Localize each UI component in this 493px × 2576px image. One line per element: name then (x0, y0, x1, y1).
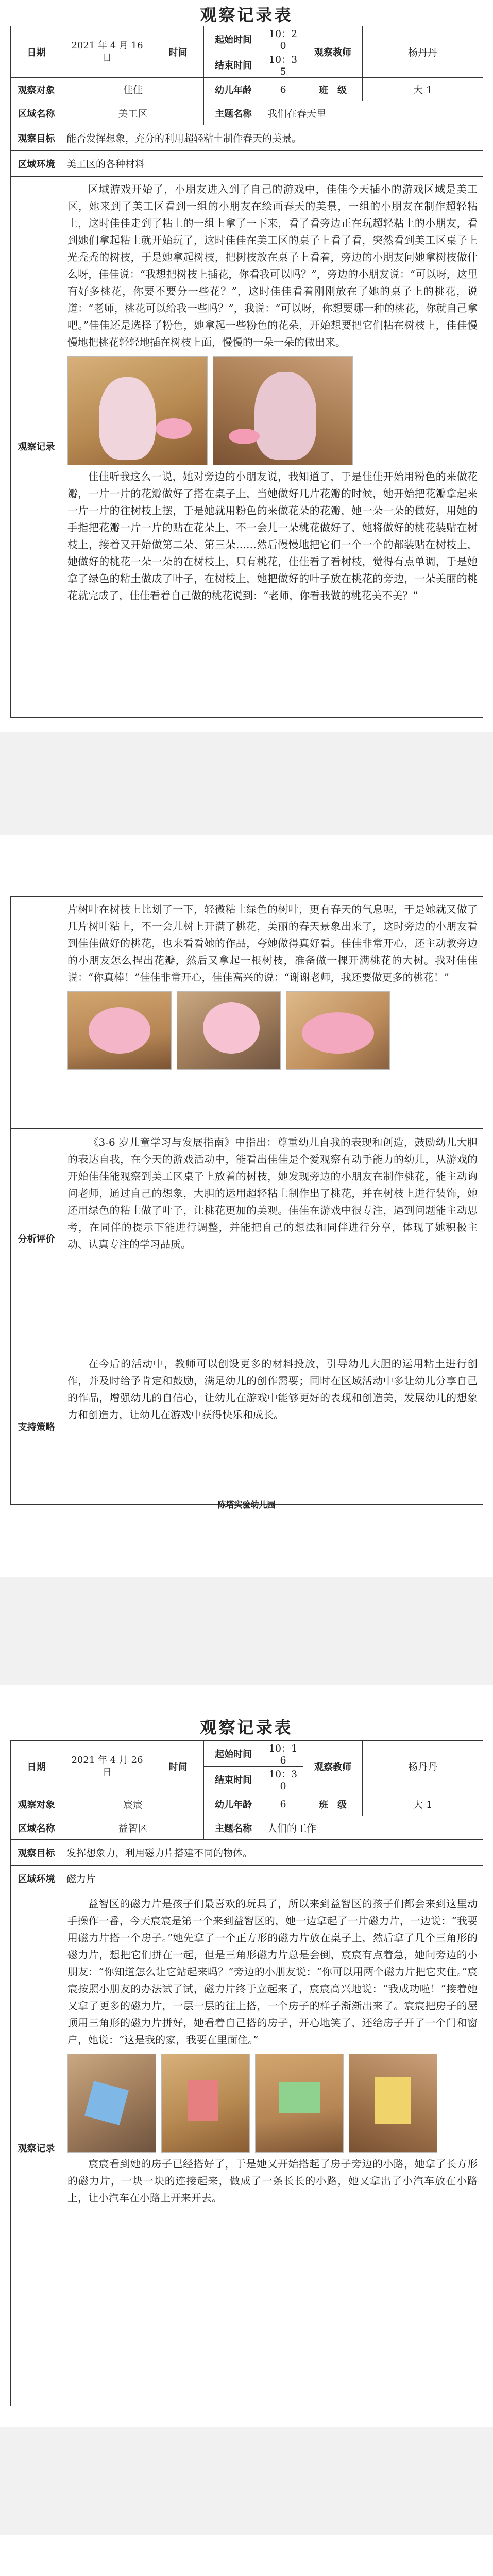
record1-area: 美工区 (62, 101, 204, 125)
record1-photos (67, 351, 478, 465)
page-gap-2 (0, 1577, 493, 1685)
goal-label-2: 观察目标 (11, 1840, 62, 1866)
photo-child-clay-1 (67, 356, 208, 465)
photo-child-clay-2 (213, 356, 353, 465)
record1-theme: 我们在春天里 (263, 101, 483, 125)
record-label-2: 观察记录 (11, 1891, 62, 2406)
page-2 (0, 835, 493, 1577)
record2-target: 宸宸 (62, 1792, 204, 1816)
date-label: 日期 (11, 26, 62, 78)
record1-goal: 能否发挥想象，充分的利用超轻粘土制作春天的美景。 (62, 125, 483, 151)
photo-peach-tree-3 (286, 991, 390, 1070)
start-time-label-2: 起始时间 (204, 1741, 263, 1767)
record1-age: 6 (263, 78, 303, 101)
record1-title: 观察记录表 (200, 5, 293, 25)
record1-paragraph-2: 佳佳听我这么一说，她对旁边的小朋友说，我知道了，于是佳佳开始用粉色的来做花瓣，一片一片的花瓣做好了搭在桌子上，当她做好几片花瓣的时候，她开始把花瓣拿起来一片一片的往树枝上摆，于是她就用粉色的来做花朵的花瓣，她一朵一朵的做好，用她的手指把花瓣一片一片的贴在花朵上，不一会儿一朵桃花做好了，她将做好的桃花装贴在树枝上，接着又开始做第二朵、第三朵……然后慢慢地把它们一个一个的都装贴在树枝上，她做好的桃花一朵一朵的在树枝上，只有桃花，佳佳看了看树枝，觉得有点单调，于是她拿了绿色的粘土做成了叶子，在树枝上，她把做好的叶子放在桃花的旁边，一朵美丽的桃花就完成了，佳佳看着自己做的桃花说到：“老师，你看我做的桃花美不美？” (67, 470, 478, 602)
record1-support: 在今后的活动中，教师可以创设更多的材料投放，引导幼儿大胆的运用粘土进行创作，并及时给予肯定和鼓励，满足幼儿的创作需要；同时在区域活动中多让幼儿分享自己的作品，增强幼儿的自信心，让幼儿在游戏中能够更好的表现和创造美，发展幼儿的想象力和创造力，让幼儿在游戏中获得快乐和成长。 (67, 1358, 478, 1421)
page-4 (0, 2535, 493, 2576)
target-label: 观察对象 (11, 78, 62, 101)
area-label-2: 区域名称 (11, 1816, 62, 1840)
record1-end-time: 10：35 (263, 52, 303, 78)
age-label: 幼儿年龄 (204, 78, 263, 101)
end-time-label-2: 结束时间 (204, 1767, 263, 1792)
photo-peach-tree-2 (177, 991, 281, 1070)
record1-start-time: 10：20 (263, 26, 303, 52)
record2-env: 磁力片 (62, 1866, 483, 1891)
photo-magnet-3 (255, 2054, 344, 2153)
end-time-label: 结束时间 (204, 52, 263, 78)
goal-label: 观察目标 (11, 125, 62, 151)
footer-1: 陈塔实验幼儿园 (217, 1500, 276, 1510)
record1-date: 2021 年 4 月 16 日 (62, 26, 152, 78)
record2-paragraph-2: 宸宸看到她的房子已经搭好了，于是她又开始搭起了房子旁边的小路，她拿了长方形的磁力片，一块一块的连接起来，做成了一条长长的小路，她又拿出了小汽车放在小路上，让小汽车在小路上开来开去。 (67, 2158, 478, 2204)
record1-photos-2 (67, 986, 478, 1070)
class-label-2: 班 级 (303, 1792, 363, 1816)
page-1 (0, 0, 493, 732)
theme-label-2: 主题名称 (204, 1816, 263, 1840)
record1-observer: 杨丹丹 (363, 26, 483, 78)
record1-target: 佳佳 (62, 78, 204, 101)
record2-title: 观察记录表 (200, 1718, 293, 1737)
page-3 (0, 1685, 493, 2427)
analysis-label: 分析评价 (11, 1129, 62, 1350)
record1-analysis: 《3-6 岁儿童学习与发展指南》中指出：尊重幼儿自我的表现和创造，鼓励幼儿大胆的表达自我，在今天的游戏活动中，能看出佳佳是个爱观察有动手能力的幼儿，从游戏的开始佳佳能观察到美工区桌子上放着的树枝，她发现旁边的小朋友在制作桃花，能主动询问老师，通过自己的想象，大胆的运用超轻粘土制作出了桃花，并在树枝上进行装饰，她还用绿色的粘土做了叶子，让桃花更加的美观。佳佳在游戏中很专注，遇到问题能主动思考，在同伴的提示下能进行调整，并能把自己的想法和同伴进行分享，体现了她积极主动、认真专注的学习品质。 (67, 1136, 478, 1250)
age-label-2: 幼儿年龄 (204, 1792, 263, 1816)
page-gap-1 (0, 732, 493, 835)
time-label: 时间 (152, 26, 204, 78)
record2-age: 6 (263, 1792, 303, 1816)
target-label-2: 观察对象 (11, 1792, 62, 1816)
record1-paragraph-3: 片树叶在树枝上比划了一下，轻微粘土绿色的树叶，更有春天的气息呢，于是她就又做了几片树叶粘上，不一会儿树上开满了桃花，美丽的春天景象出来了，这时旁边的小朋友看到佳佳做好的桃花，也来看看她的作品，夸她做得真好看。佳佳非常开心，还主动教旁边的小朋友怎么捏出花瓣，然后又拿起一根树枝，准备做一棵开满桃花的大树。我对佳佳说：“你真棒！”佳佳非常开心，佳佳高兴的说：“谢谢老师，我还要做更多的桃花！” (67, 903, 478, 984)
record2-class: 大 1 (363, 1792, 483, 1816)
record1-table-continued (10, 896, 483, 1505)
observer-label-2: 观察教师 (303, 1741, 363, 1792)
theme-label: 主题名称 (204, 101, 263, 125)
photo-magnet-1 (67, 2054, 156, 2153)
page-gap-3 (0, 2427, 493, 2535)
env-label-2: 区域环境 (11, 1866, 62, 1891)
photo-peach-tree-1 (67, 991, 172, 1070)
record2-goal: 发挥想象力，利用磁力片搭建不同的物体。 (62, 1840, 483, 1866)
record2-area: 益智区 (62, 1816, 204, 1840)
photo-magnet-2 (161, 2054, 250, 2153)
record2-photos (67, 2048, 478, 2153)
record1-table (10, 26, 483, 718)
area-label: 区域名称 (11, 101, 62, 125)
record2-table (10, 1740, 483, 2406)
photo-magnet-4 (349, 2054, 437, 2153)
support-label: 支持策略 (11, 1350, 62, 1505)
record2-end-time: 10：30 (263, 1767, 303, 1792)
record1-paragraph-1: 区域游戏开始了，小朋友进入到了自己的游戏中，佳佳今天插小的游戏区域是美工区，她来到了美工区看到一组的小朋友在绘画春天的美景，一组的小朋友在制作超轻粘土，这时佳佳走到了粘土的一组上拿了一下来，看了看旁边正在玩超轻粘土的小朋友，看到她们拿起粘土就开始玩了，这时佳佳在美工区的桌子上看了看，突然看到美工区桌子上光秃秃的树枝，于是她拿起树枝，把树枝放在桌子上看着，旁边的小朋友问她拿树枝做什么呀，佳佳说：“我想把树枝上插花，你看我可以吗？”，旁边的小朋友说：“可以呀，这里有好多桃花，你要不要分一些花？”，这时佳佳看着刚刚放在了她的桌子上的桃花，说道：“老师，桃花可以给我一些吗？”，我说：“可以呀，你想要哪一种的桃花，你就自己拿吧。”佳佳还是选择了粉色，她拿起一些粉色的花朵，开始想要把它们粘在树枝上，佳佳慢慢地把桃花轻轻地插在树枝上面，慢慢的一朵一朵的做出来。 (67, 183, 478, 348)
record1-class: 大 1 (363, 78, 483, 101)
record-label-continued (11, 897, 62, 1129)
start-time-label: 起始时间 (204, 26, 263, 52)
record2-theme: 人们的工作 (263, 1816, 483, 1840)
class-label: 班 级 (303, 78, 363, 101)
record2-date: 2021 年 4 月 26 日 (62, 1741, 152, 1792)
time-label-2: 时间 (152, 1741, 204, 1792)
record2-start-time: 10：16 (263, 1741, 303, 1767)
record-label: 观察记录 (11, 177, 62, 718)
observer-label: 观察教师 (303, 26, 363, 78)
record2-observer: 杨丹丹 (363, 1741, 483, 1792)
date-label-2: 日期 (11, 1741, 62, 1792)
env-label: 区域环境 (11, 151, 62, 177)
record2-paragraph-1: 益智区的磁力片是孩子们最喜欢的玩具了，所以来到益智区的孩子们都会来到这里动手操作一番，今天宸宸是第一个来到益智区的，她一边拿起了一片磁力片，一边说：“我要用磁力片搭一个房子。”她先拿了一个正方形的磁力片放在桌子上，然后拿了几个三角形的磁力片，想把它们拼在一起，但是三角形磁力片总是会倒，宸宸有点着急，她问旁边的小朋友：“你知道怎么让它站起来吗？”旁边的小朋友说：“你可以用两个磁力片把它夹住。”宸宸按照小朋友的办法试了试，磁力片终于立起来了，宸宸高兴地说：“我成功啦！”接着她又拿了更多的磁力片，一层一层的往上搭，一个房子的样子渐渐出来了。宸宸把房子的屋顶用三角形的磁力片拼好，她看着自己搭的房子，开心地笑了，还给房子开了一个门和窗户，她说：“这是我的家，我要在里面住。” (67, 1897, 478, 2046)
record1-env: 美工区的各种材料 (62, 151, 483, 177)
